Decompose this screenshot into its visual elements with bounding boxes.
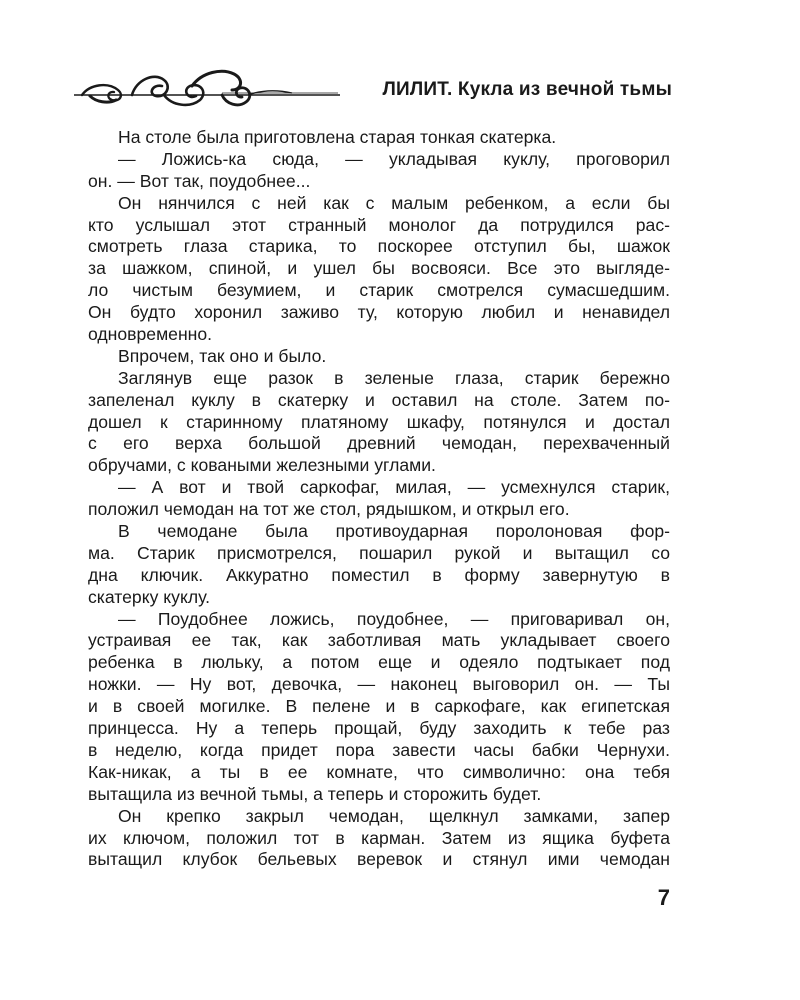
text-line: положил чемодан на тот же стол, рядышком, и открыл его. <box>88 499 570 520</box>
text-line: обручами, с коваными железными углами. <box>88 455 436 476</box>
text-line: ма. Старик присмотрелся, пошарил рукой и вытащил со <box>88 542 670 563</box>
text-line: ребенка в люльку, а потом еще и одеяло подтыкает под <box>88 652 670 673</box>
text-line: скатерку куклу. <box>88 586 211 607</box>
text-line: их ключом, положил тот в карман. Затем из ящика буфета <box>88 827 670 848</box>
page-number: 7 <box>657 885 670 910</box>
text-line: дна ключик. Аккуратно поместил в форму завернутую в <box>88 564 670 585</box>
flourish-ornament-icon <box>72 62 342 118</box>
text-line: Заглянув еще разок в зеленые глаза, старик бережно <box>118 367 670 388</box>
text-line: — Поудобнее ложись, поудобнее, — приговаривал он, <box>118 608 670 629</box>
text-line: за шажком, спиной, и ушел бы восвояси. Все это выгляде- <box>88 258 670 279</box>
text-line: принцесса. Ну а теперь прощай, буду заходить к тебе раз <box>88 718 670 739</box>
text-line: вытащил клубок бельевых веревок и стянул ими чемодан <box>88 849 670 870</box>
text-line: кто услышал этот странный монолог да потрудился рас- <box>88 214 670 235</box>
body-text <box>88 127 670 871</box>
text-line: запеленал куклу в скатерку и оставил на столе. Затем по- <box>88 389 670 410</box>
text-line: одновременно. <box>88 324 213 345</box>
text-line: В чемодане была противоударная поролоновая фор- <box>118 521 670 542</box>
text-line: Он нянчился с ней как с малым ребенком, а если бы <box>118 192 670 213</box>
text-line: дошел к старинному платяному шкафу, потянулся и достал <box>88 411 670 432</box>
running-header <box>72 62 672 118</box>
text-line: смотреть глаза старика, то поскорее отступил бы, шажок <box>88 236 670 257</box>
text-line: вытащила из вечной тьмы, а теперь и сторожить будет. <box>88 783 542 804</box>
text-line: в неделю, когда придет пора завести часы бабки Чернухи. <box>88 739 670 760</box>
text-line: Он будто хоронил заживо ту, которую любил и ненавидел <box>88 302 670 323</box>
text-line: ножки. — Ну вот, девочка, — наконец выговорил он. — Ты <box>88 674 670 695</box>
text-line: На столе была приготовлена старая тонкая скатерка. <box>118 127 557 147</box>
text-line: с его верха большой древний чемодан, перехваченный <box>88 433 670 454</box>
text-line: — А вот и твой саркофаг, милая, — усмехнулся старик, <box>118 477 670 498</box>
running-title: ЛИЛИТ. Кукла из вечной тьмы <box>382 79 672 100</box>
text-line: и в своей могилке. В пелене и в саркофаге, как египетская <box>88 696 670 717</box>
text-line: — Ложись-ка сюда, — укладывая куклу, проговорил <box>118 148 670 169</box>
text-line: Он крепко закрыл чемодан, щелкнул замками, запер <box>118 805 670 826</box>
text-line: устраивая ее так, как заботливая мать укладывает своего <box>88 630 670 651</box>
text-line: ло чистым безумием, и старик смотрелся сумасшедшим. <box>88 280 670 301</box>
text-line: он. — Вот так, поудобнее... <box>88 170 311 191</box>
text-line: Как-никак, а ты в ее комнате, что символично: она тебя <box>88 761 670 782</box>
text-line: Впрочем, так оно и было. <box>118 345 327 366</box>
